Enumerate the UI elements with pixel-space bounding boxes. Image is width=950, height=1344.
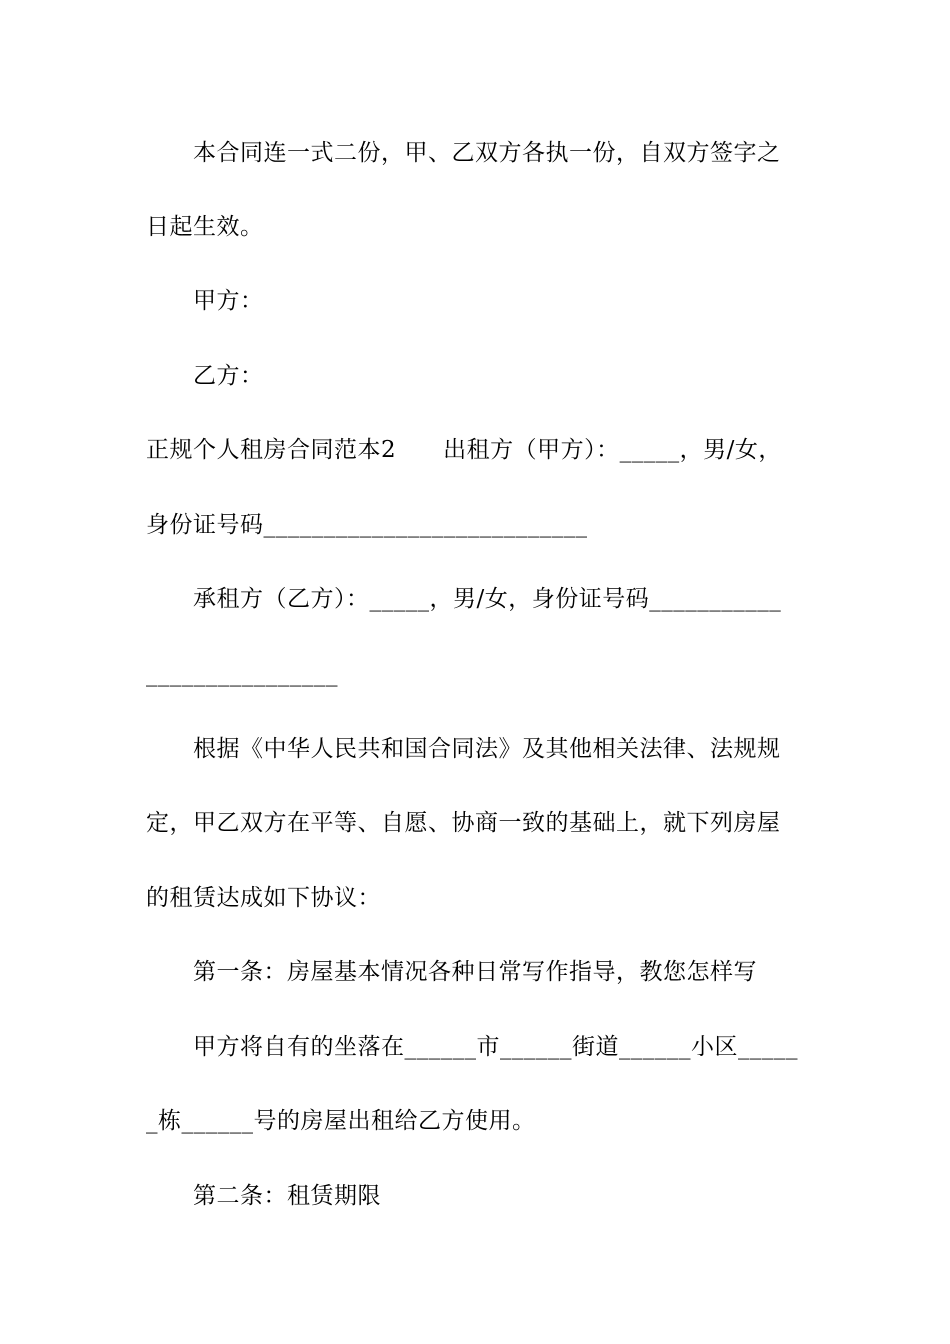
article-heading: 第一条：房屋基本情况各种日常写作指导，教您怎样写 <box>193 959 757 985</box>
party-a-label: 甲方： <box>193 288 264 314</box>
article-heading: 第二条：租赁期限 <box>193 1183 381 1209</box>
paragraph-line: 定，甲乙双方在平等、自愿、协商一致的基础上，就下列房屋 <box>146 810 781 836</box>
contract-heading-line: 正规个人租房合同范本2 出租方（甲方）：_____，男/女， <box>146 437 782 463</box>
paragraph-line: 的租赁达成如下协议： <box>146 885 381 911</box>
paragraph-line: 身份证号码___________________________ <box>146 512 588 538</box>
paragraph-line: 日起生效。 <box>146 214 264 240</box>
paragraph-line: _栋______号的房屋出租给乙方使用。 <box>146 1108 536 1134</box>
paragraph-line: 承租方（乙方）：_____，男/女，身份证号码___________ <box>193 586 782 612</box>
party-b-label: 乙方： <box>193 363 264 389</box>
paragraph-line: 甲方将自有的坐落在______市______街道______小区_____ <box>193 1034 798 1060</box>
paragraph-line: ________________ <box>146 661 338 687</box>
paragraph-line: 根据《中华人民共和国合同法》及其他相关法律、法规规 <box>193 736 781 762</box>
paragraph-line: 本合同连一式二份，甲、乙双方各执一份，自双方签字之 <box>193 140 781 166</box>
